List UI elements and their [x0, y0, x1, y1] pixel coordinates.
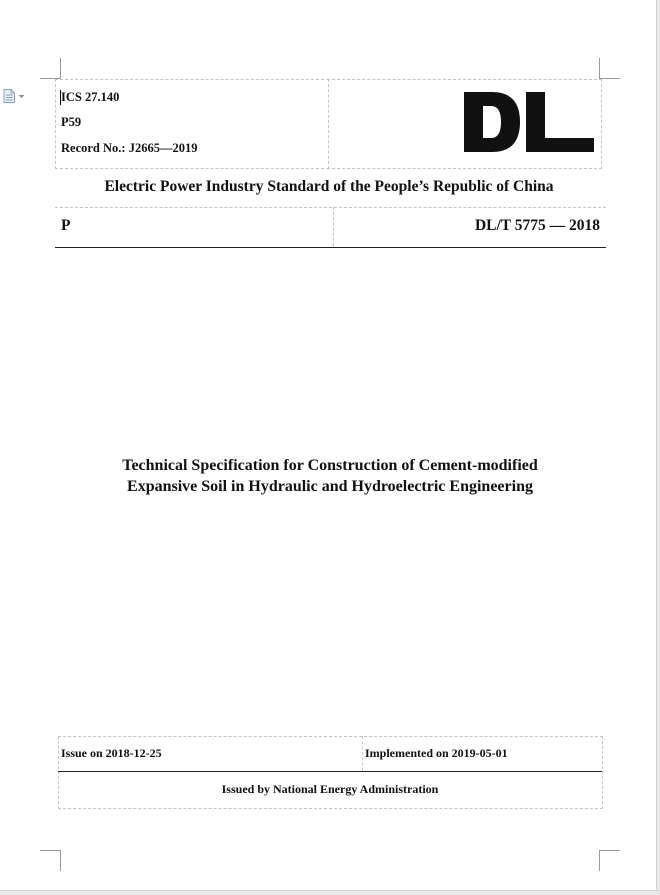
- paragraph-options-button[interactable]: [3, 89, 29, 103]
- category-code: P59: [61, 115, 82, 129]
- dl-logo: [464, 90, 594, 154]
- crop-mark-top-right: [599, 58, 620, 79]
- record-number: Record No.: J2665—2019: [61, 141, 198, 155]
- document-icon: [3, 89, 15, 103]
- issue-date: Issue on 2018-12-25: [61, 746, 162, 760]
- spec-title-line-1: Technical Specification for Construction of Cement-modified: [122, 457, 538, 474]
- chevron-down-icon: [18, 94, 25, 99]
- spec-title-line-2: Expansive Soil in Hydraulic and Hydroelectric Engineering: [127, 478, 533, 495]
- crop-mark-bottom-left: [40, 850, 61, 871]
- classification-letter: P: [61, 217, 71, 234]
- crop-mark-bottom-right: [599, 850, 620, 871]
- footer-divider: [362, 736, 363, 771]
- standard-number: DL/T 5775 — 2018: [474, 217, 600, 234]
- specification-title: [55, 455, 605, 497]
- page-edge-right: [656, 0, 660, 894]
- page-edge-bottom: [0, 890, 660, 895]
- crop-mark-top-left: [40, 58, 61, 79]
- row-divider: [333, 207, 334, 246]
- footer-rule: [58, 771, 602, 772]
- standard-title: Electric Power Industry Standard of the People’s Republic of China: [104, 178, 554, 195]
- ics-code: ICS 27.140: [61, 90, 120, 104]
- implemented-date: Implemented on 2019-05-01: [365, 746, 508, 760]
- issuing-authority: Issued by National Energy Administration: [221, 782, 439, 796]
